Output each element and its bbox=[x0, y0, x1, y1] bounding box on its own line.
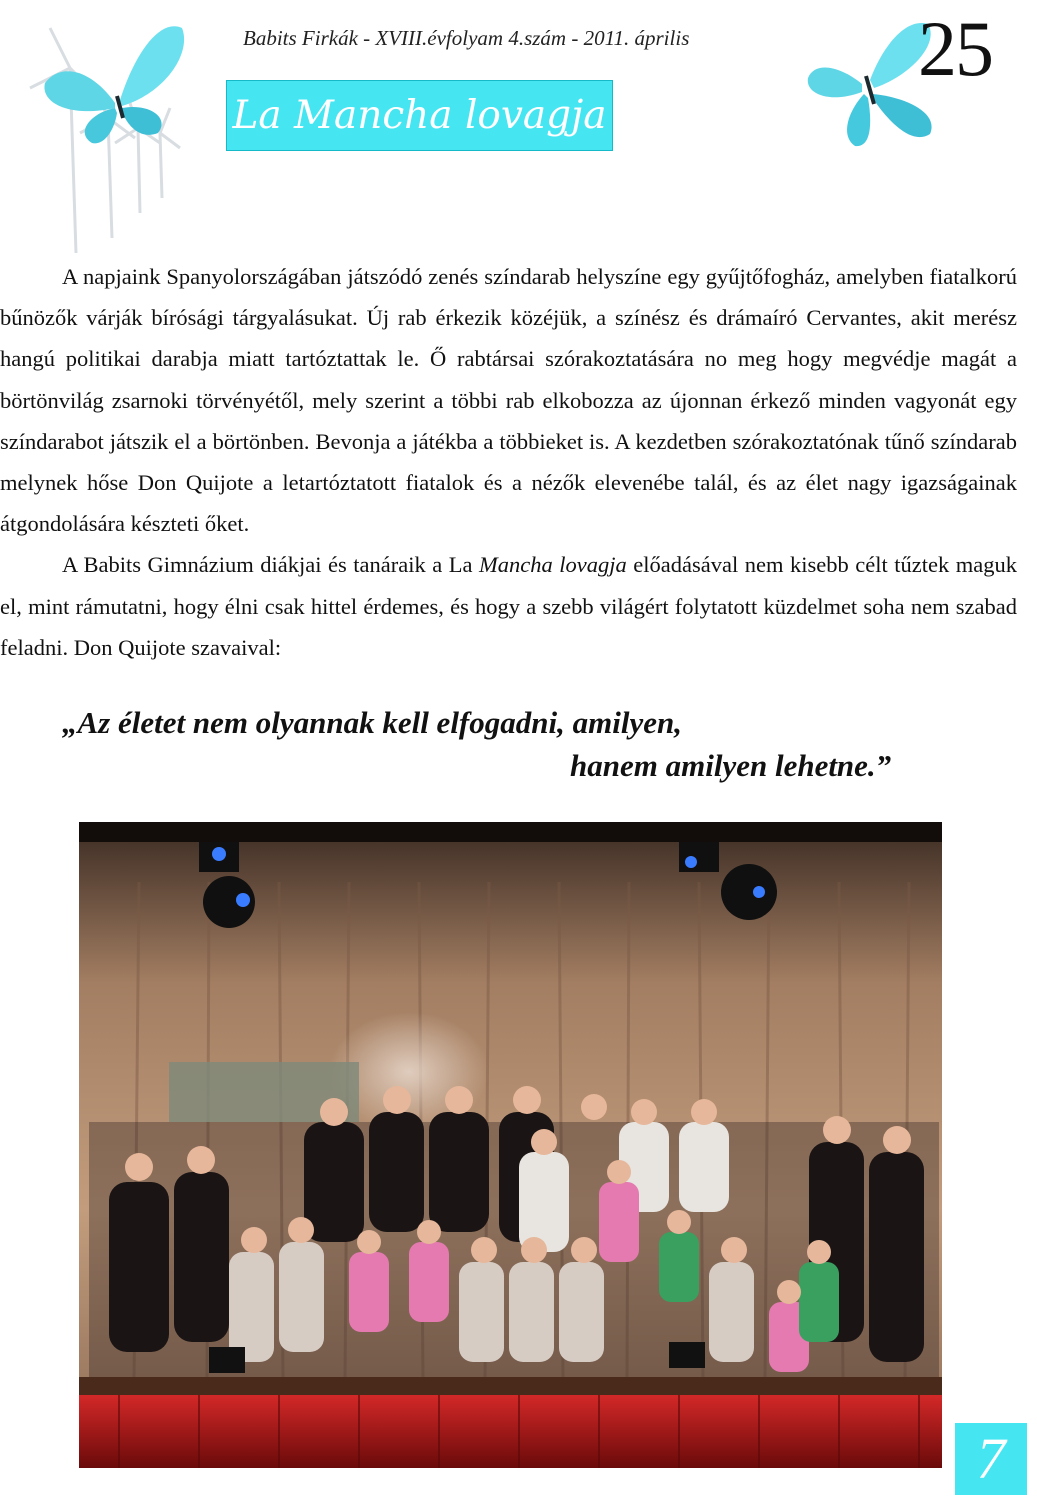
quote-line-2: hanem amilyen lehetne.” bbox=[570, 748, 892, 783]
article-title: La Mancha lovagja bbox=[232, 93, 607, 138]
article-title-box bbox=[226, 80, 613, 151]
paragraph-1: A napjaink Spanyolországában játszódó zenés színdarab helyszíne egy gyűjtőfogház, amelyben fiatalkorú bűnözők várják bírósági tárgyalásukat. Új rab érkezik közéjük, a színész és drámaíró Cervantes, akit merész hangú politikai darabja miatt tartóztattak le. Ő rabtársai szórakoztatására no meg hogy megvédje magát a börtönvilág zsarnoki törvényétől, mely szerint a többi rab elkobozza az újonnan érkező minden vagyonát egy színdarabot játszik el a börtönben. Bevonja a játékba a többieket is. A kezdetben szórakoztatónak tűnő színdarab melynek hőse Don Quijote a letartóztatott fiatalok és a nézők elevenébe talál, és az élet nagy igazságainak átgondolására készteti őket. bbox=[0, 264, 1017, 537]
paragraph-2-end: előadásával nem kisebb célt tűztek maguk el, mint rámutatni, hogy élni csak hittel érdemes, és hogy a szebb világért folytatott küzdelmet soha nem szabad feladni. Don Quijote szavaival: bbox=[0, 552, 1017, 660]
page-number-top: 25 bbox=[918, 5, 992, 92]
page-number: 7 bbox=[976, 1426, 1006, 1491]
page-number-box bbox=[955, 1423, 1027, 1495]
butterfly-windmill-icon bbox=[20, 8, 210, 253]
paragraph-2-italic: Mancha lovagja bbox=[479, 552, 627, 578]
article-body bbox=[0, 256, 1017, 668]
paragraph-2 bbox=[0, 544, 1017, 668]
paragraph-2-start: A Babits Gimnázium diákjai és tanáraik a La bbox=[62, 552, 480, 578]
publication-header: Babits Firkák - XVIII.évfolyam 4.szám - 2011. április bbox=[243, 26, 690, 50]
quote-line-1: „Az életet nem olyannak kell elfogadni, amilyen, bbox=[62, 705, 682, 740]
cast-photo bbox=[79, 822, 942, 1468]
